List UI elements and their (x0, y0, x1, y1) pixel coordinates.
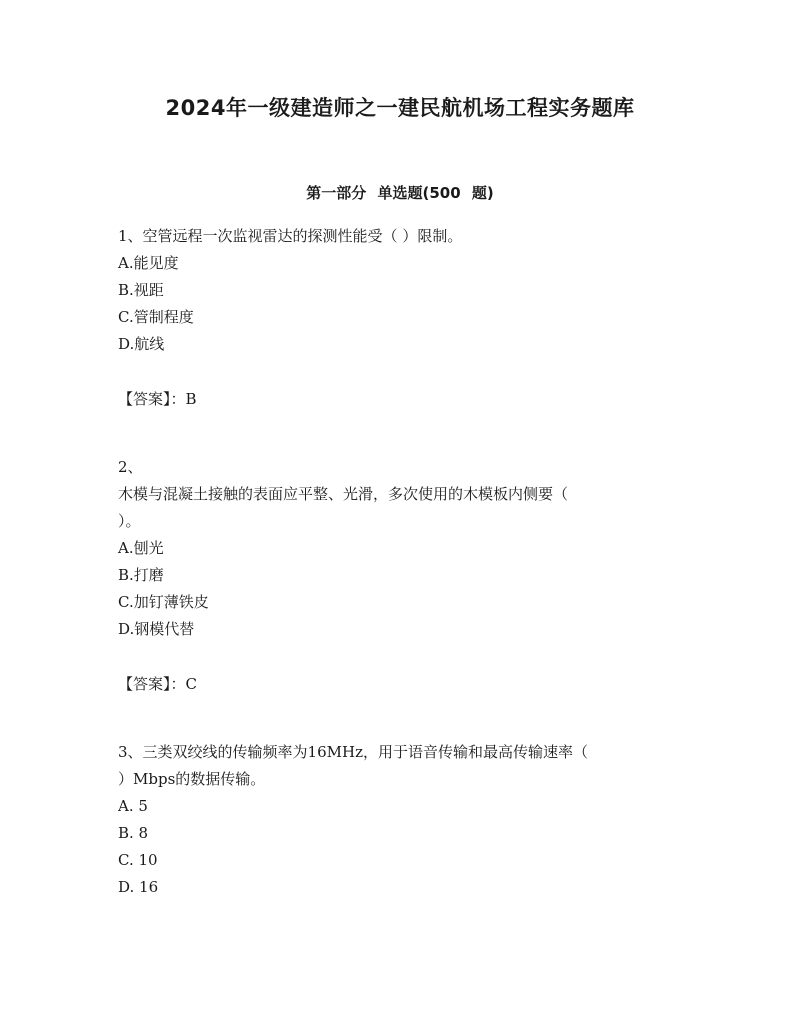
option-d: D. 16 (118, 878, 159, 896)
option-a: A.刨光 (118, 539, 164, 557)
option-b: B.打磨 (118, 566, 164, 584)
answer-line (118, 671, 688, 698)
question-1 (118, 223, 688, 413)
option-b: B. 8 (118, 824, 149, 842)
option-a: A. 5 (118, 797, 148, 815)
option-b: B.视距 (118, 281, 164, 299)
option-d: D.钢模代替 (118, 620, 195, 638)
question-number: 2、 (118, 458, 143, 476)
section-heading: 第一部分 单选题(500 题) (306, 184, 494, 202)
option-c: C. 10 (118, 851, 158, 869)
answer-value: B (185, 390, 197, 408)
option-c: C.加钉薄铁皮 (118, 593, 209, 611)
answer-value: C (185, 675, 197, 693)
option-d: D.航线 (118, 335, 165, 353)
option-a: A.能见度 (118, 254, 179, 272)
question-3 (118, 739, 688, 901)
answer-line (118, 386, 688, 413)
question-stem: 1、空管远程一次监视雷达的探测性能受（ ）限制。 (118, 227, 463, 245)
question-stem: 3、三类双绞线的传输频率为16MHz，用于语音传输和最高传输速率（ (118, 743, 588, 761)
question-stem-continued: ）。 (118, 512, 141, 530)
question-2 (118, 454, 688, 698)
question-stem: 木模与混凝土接触的表面应平整、光滑，多次使用的木模板内侧要（ (118, 485, 569, 503)
option-c: C.管制程度 (118, 308, 194, 326)
answer-label: 【答案】： (118, 390, 186, 408)
question-stem-continued: ）Mbps的数据传输。 (118, 770, 266, 788)
document-title: 2024年一级建造师之一建民航机场工程实务题库 (165, 96, 635, 120)
answer-label: 【答案】： (118, 675, 186, 693)
